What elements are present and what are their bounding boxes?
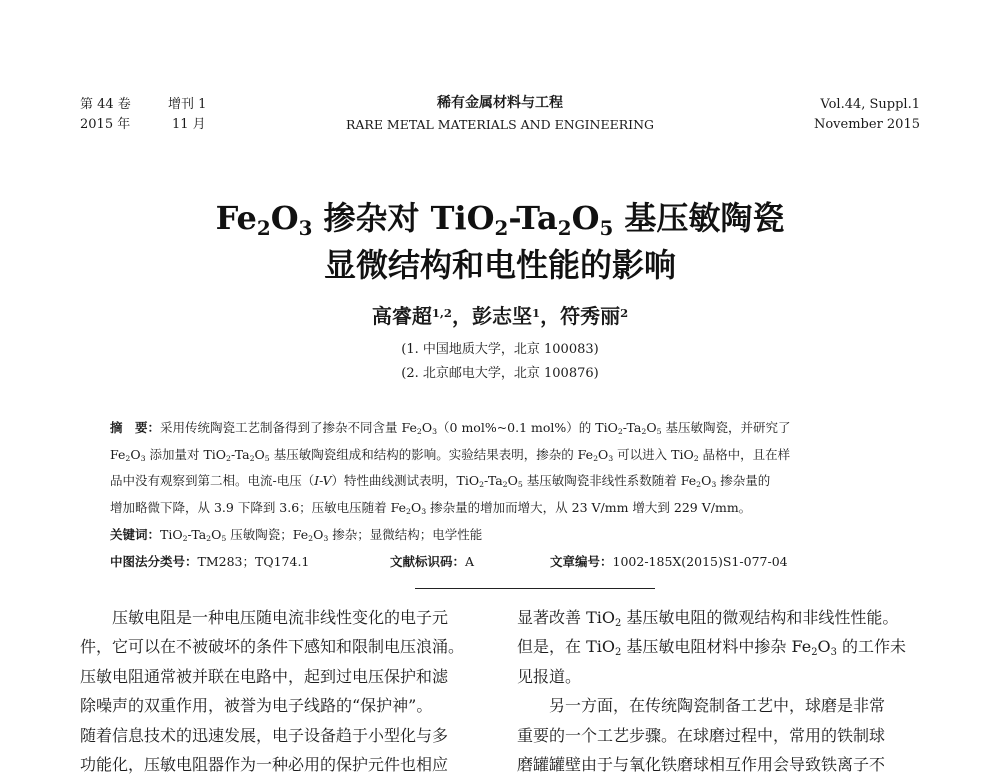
volume-cn: 第 44 卷 bbox=[80, 97, 131, 112]
body-column-left bbox=[80, 603, 500, 779]
author-separator: ， bbox=[540, 304, 561, 328]
body-line: 显著改善 TiO2 基压敏电阻的微观结构和非线性性能。 bbox=[517, 608, 899, 629]
body-line: 重要的一个工艺步骤。在球磨过程中，常用的铁制球 bbox=[517, 725, 886, 745]
body-line: 随着信息技术的迅速发展，电子设备趋于小型化与多 bbox=[80, 725, 449, 745]
body-line: 另一方面，在传统陶瓷制备工艺中，球磨是非常 bbox=[549, 696, 886, 716]
abstract-line: 品中没有观察到第二相。电流-电压（I-V）特性曲线测试表明，TiO2-Ta2O5 基压敏陶瓷非线性系数随着 Fe2O3 掺杂量的 bbox=[110, 473, 771, 490]
body-line: 见报道。 bbox=[517, 666, 582, 686]
keywords: 关键词：TiO2-Ta2O5 压敏陶瓷；Fe2O3 掺杂；显微结构；电学性能 bbox=[110, 527, 483, 544]
title-line-2: 显微结构和电性能的影响 bbox=[323, 246, 676, 284]
author-affiliation-mark: 2 bbox=[620, 305, 629, 320]
title-line-1: Fe2O3 掺杂对 TiO2-Ta2O5 基压敏陶瓷 bbox=[215, 199, 785, 240]
paper-title bbox=[0, 195, 1000, 288]
author-name: 彭志坚 bbox=[472, 304, 532, 328]
journal-name-en: RARE METAL MATERIALS AND ENGINEERING bbox=[345, 117, 655, 132]
date-en: November 2015 bbox=[813, 117, 920, 132]
clc-number: 中图法分类号：TM283；TQ174.1 bbox=[110, 554, 310, 569]
affiliation: (2. 北京邮电大学，北京 100876) bbox=[401, 366, 599, 381]
abstract-line: 摘 要：采用传统陶瓷工艺制备得到了掺杂不同含量 Fe2O3（0 mol%~0.1 mol%）的 TiO2-Ta2O5 基压敏陶瓷，并研究了 bbox=[110, 420, 791, 437]
issue-cn: 增刊 1 bbox=[168, 97, 207, 112]
body-line: 磨罐罐壁由于与氧化铁磨球相互作用会导致铁离子不 bbox=[517, 754, 886, 774]
abstract-label: 摘 要： bbox=[110, 420, 161, 435]
body-line: 压敏电阻通常被并联在电路中，起到过电压保护和滤 bbox=[80, 666, 449, 686]
author-name: 符秀丽 bbox=[560, 304, 621, 328]
month-cn: 11 月 bbox=[172, 117, 206, 132]
abstract bbox=[110, 415, 910, 521]
year-cn: 2015 年 bbox=[80, 117, 131, 132]
section-divider bbox=[415, 588, 655, 589]
author-list bbox=[0, 302, 1000, 330]
abstract-line: Fe2O3 添加量对 TiO2-Ta2O5 基压敏陶瓷组成和结构的影响。实验结果表明，掺杂的 Fe2O3 可以进入 TiO2 晶格中，且在样 bbox=[110, 446, 791, 463]
keywords-label: 关键词： bbox=[110, 527, 161, 542]
affiliation: (1. 中国地质大学，北京 100083) bbox=[401, 342, 599, 357]
body-column-right bbox=[517, 603, 937, 779]
body-line: 功能化，压敏电阻器作为一种必用的保护元件也相应 bbox=[80, 754, 449, 774]
body-line: 件，它可以在不被破坏的条件下感知和限制电压浪涌。 bbox=[80, 637, 465, 657]
body-line: 但是，在 TiO2 基压敏电阻材料中掺杂 Fe2O3 的工作未 bbox=[517, 637, 907, 659]
volume-en: Vol.44, Suppl.1 bbox=[820, 97, 920, 112]
document-code: 文献标识码：A bbox=[390, 554, 475, 569]
body-line: 除噪声的双重作用，被誉为电子线路的“保护神”。 bbox=[80, 696, 433, 716]
abstract-line: 增加略微下降，从 3.9 下降到 3.6；压敏电压随着 Fe2O3 掺杂量的增加而增大，从 23 V/mm 增大到 229 V/mm。 bbox=[110, 499, 752, 516]
journal-name-cn: 稀有金属材料与工程 bbox=[437, 95, 563, 111]
article-number: 文章编号：1002-185X(2015)S1-077-04 bbox=[550, 554, 788, 569]
author-separator: ， bbox=[452, 304, 472, 328]
author-affiliation-mark: 1,2 bbox=[431, 305, 452, 320]
author-affiliation-mark: 1 bbox=[532, 305, 541, 320]
body-line: 压敏电阻是一种电压随电流非线性变化的电子元 bbox=[112, 608, 449, 627]
author-name: 高睿超 bbox=[371, 304, 432, 328]
